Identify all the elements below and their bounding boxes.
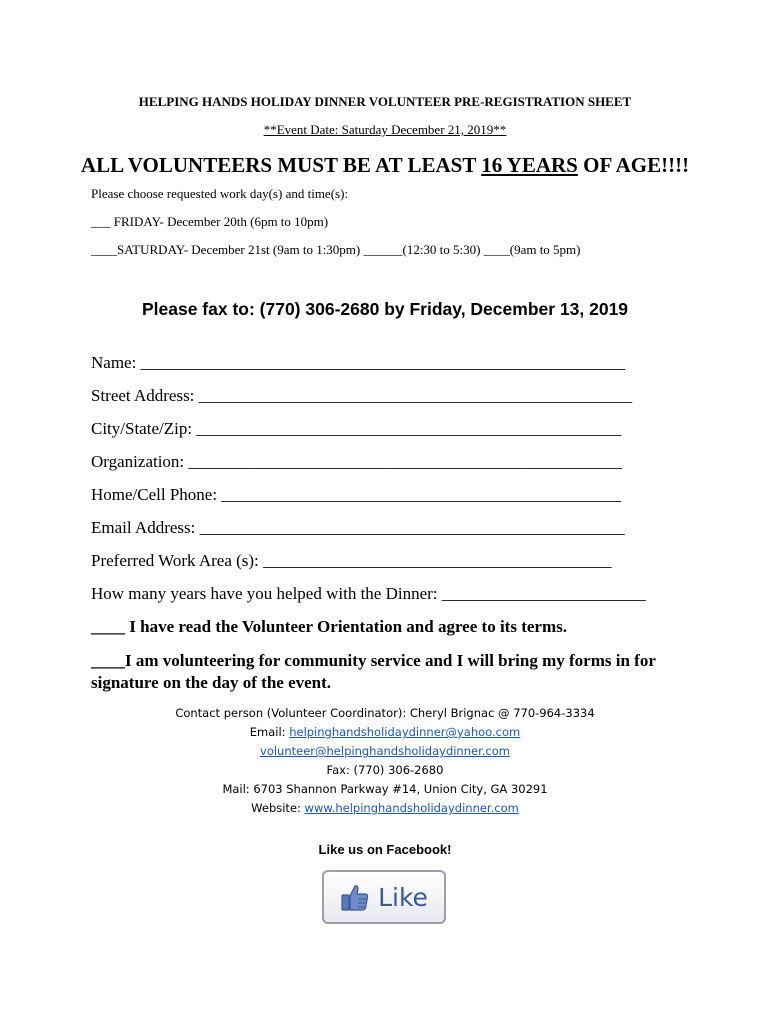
contact-fax: Fax: (770) 306-2680 xyxy=(326,763,444,777)
name-field[interactable]: Name: _________________________________________________________ xyxy=(91,353,626,372)
fax-notice: Please fax to: (770) 306-2680 by Friday, December 13, 2019 xyxy=(141,299,629,319)
preferred-work-area-field[interactable]: Preferred Work Area (s): _________________________________________ xyxy=(91,551,612,570)
street-address-field[interactable]: Street Address: ___________________________________________________ xyxy=(91,386,633,405)
sheet-title: HELPING HANDS HOLIDAY DINNER VOLUNTEER PRE-REGISTRATION SHEET xyxy=(138,94,632,109)
organization-field[interactable]: Organization: ___________________________________________________ xyxy=(91,452,622,471)
age-emphasis: 16 YEARS xyxy=(481,153,578,177)
thumbs-up-icon xyxy=(340,882,370,912)
age-suffix: OF AGE!!!! xyxy=(577,153,690,177)
website-link[interactable]: www.helpinghandsholidaydinner.com xyxy=(304,801,519,815)
city-state-zip-field[interactable]: City/State/Zip: __________________________________________________ xyxy=(91,419,622,438)
email-field[interactable]: Email Address: __________________________________________________ xyxy=(91,518,625,537)
event-date-text: **Event Date: Saturday December 21, 2019** xyxy=(263,122,507,137)
contact-email xyxy=(0,725,770,739)
facebook-prompt: Like us on Facebook! xyxy=(318,842,452,857)
phone-field[interactable]: Home/Cell Phone: _______________________________________________ xyxy=(91,485,621,504)
event-date xyxy=(0,122,770,138)
years-helped-field[interactable]: How many years have you helped with the Dinner: ________________________ xyxy=(91,584,646,603)
website-label: Website: xyxy=(251,801,305,815)
email-link-yahoo[interactable]: helpinghandsholidaydinner@yahoo.com xyxy=(289,725,521,739)
contact-email-2 xyxy=(0,744,770,758)
friday-option[interactable]: ___ FRIDAY- December 20th (6pm to 10pm) xyxy=(91,214,329,229)
contact-mail: Mail: 6703 Shannon Parkway #14, Union City, GA 30291 xyxy=(222,782,548,796)
orientation-agreement[interactable]: ____ I have read the Volunteer Orientation and agree to its terms. xyxy=(91,617,567,636)
facebook-like-button[interactable] xyxy=(322,870,446,924)
age-requirement xyxy=(0,153,770,178)
saturday-options[interactable]: ____SATURDAY- December 21st (9am to 1:30pm) ______(12:30 to 5:30) ____(9am to 5pm) xyxy=(91,242,581,257)
contact-person: Contact person (Volunteer Coordinator): Cheryl Brignac @ 770-964-3334 xyxy=(175,706,595,720)
email-link-volunteer[interactable]: volunteer@helpinghandsholidaydinner.com xyxy=(260,744,510,758)
contact-website xyxy=(0,801,770,815)
community-service-agreement[interactable]: ____I am volunteering for community service and I will bring my forms in for signature on the day of the event. xyxy=(91,651,656,692)
email-label: Email: xyxy=(249,725,290,739)
work-day-instructions: Please choose requested work day(s) and time(s): xyxy=(91,186,349,201)
like-label: Like xyxy=(378,882,428,912)
age-prefix: ALL VOLUNTEERS MUST BE AT LEAST xyxy=(80,153,482,177)
